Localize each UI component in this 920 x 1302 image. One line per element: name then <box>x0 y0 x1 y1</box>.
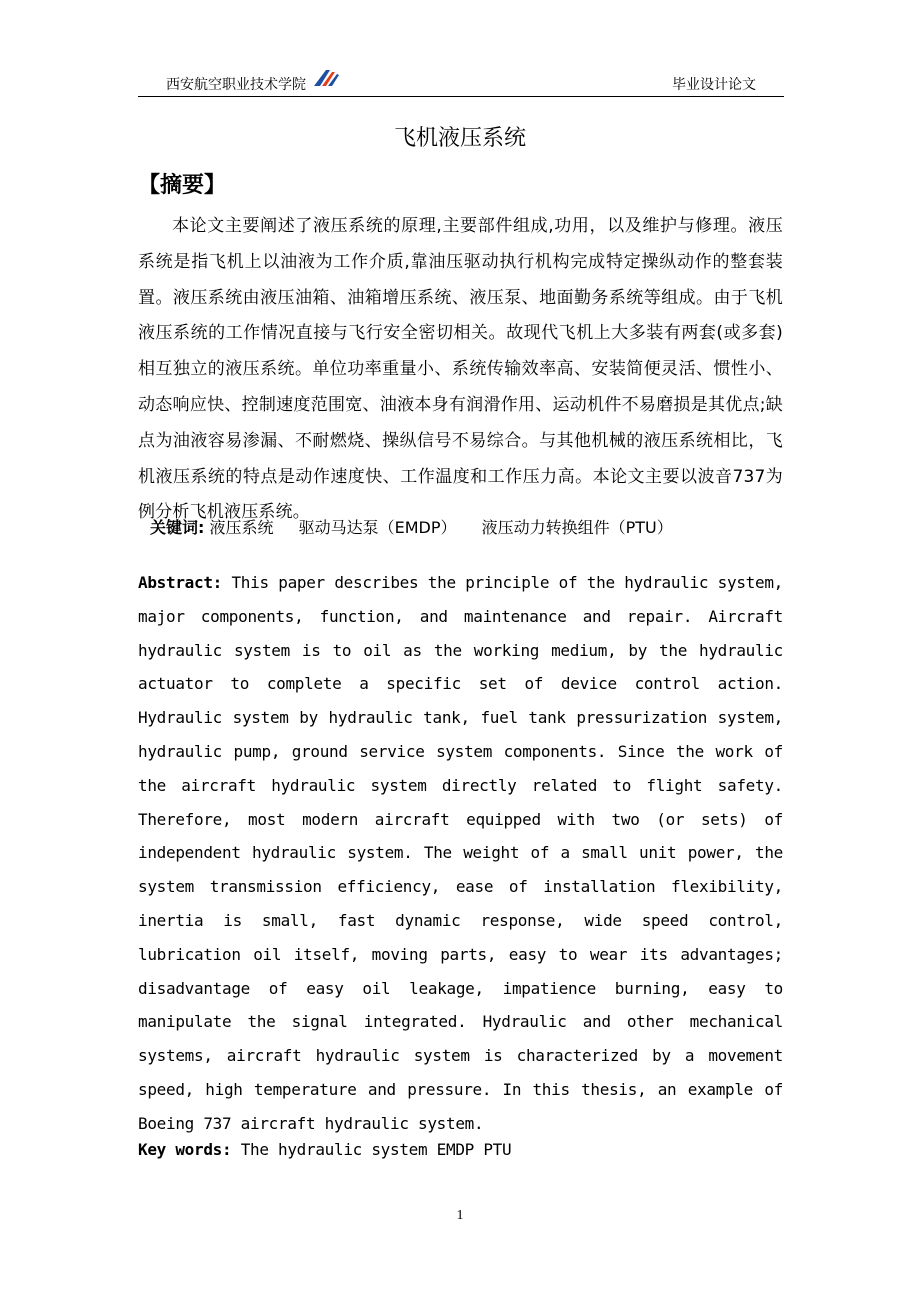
keywords-chinese-label: 关键词: <box>150 518 205 537</box>
page-header <box>138 68 784 97</box>
abstract-chinese-text: 本论文主要阐述了液压系统的原理,主要部件组成,功用，以及维护与修理。液压系统是指飞机上以油液为工作介质,靠油压驱动执行机构完成特定操纵动作的整套装置。液压系统由液压油箱、油箱增压系统、液压泵、地面勤务系统等组成。由于飞机液压系统的工作情况直接与飞行安全密切相关。故现代飞机上大多装有两套(或多套)相互独立的液压系统。单位功率重量小、系统传输效率高、安装简便灵活、惯性小、动态响应快、控制速度范围宽、油液本身有润滑作用、运动机件不易磨损是其优点;缺点为油液容易渗漏、不耐燃烧、操纵信号不易综合。与其他机械的液压系统相比，飞机液压系统的特点是动作速度快、工作温度和工作压力高。本论文主要以波音737为例分析飞机液压系统。 <box>138 216 783 523</box>
abstract-heading: 【摘要】 <box>138 173 227 198</box>
page-title: 飞机液压系统 <box>393 126 526 151</box>
keywords-english-label: Key words: <box>138 1140 232 1159</box>
keyword-item: 液压系统 <box>209 518 274 537</box>
page-number: 1 <box>456 1208 464 1223</box>
abstract-english-label: Abstract: <box>138 573 222 592</box>
abstract-english-text: This paper describes the principle of the hydraulic system, major components, function, and maintenance and repair. Aircraft hydraulic system is to oil as the working medium, by the hydraulic actuator to complete a specific set of device control action. Hydraulic system by hydraulic tank, fuel tank pressurization system, hydraulic pump, ground service system components. Since the work of the aircraft hydraulic system directly related to flight safety. Therefore, most modern aircraft equipped with two (or sets) of independent hydraulic system. The weight of a small unit power, the system transmission efficiency, ease of installation flexibility, inertia is small, fast dynamic response, wide speed control, lubrication oil itself, moving parts, easy to wear its advantages; disadvantage of easy oil leakage, impatience burning, easy to manipulate the signal integrated. Hydraulic and other mechanical systems, aircraft hydraulic system is characterized by a movement speed, high temperature and pressure. In this thesis, an example of Boeing 737 aircraft hydraulic system. <box>138 573 783 1133</box>
school-logo-icon <box>312 66 340 88</box>
keywords-english <box>138 1140 511 1159</box>
keywords-chinese <box>150 515 693 538</box>
abstract-chinese <box>138 209 783 531</box>
logo-wing-blue-1 <box>314 70 330 86</box>
abstract-english <box>138 566 783 1141</box>
document-type: 毕业设计论文 <box>672 77 756 93</box>
keywords-english-text: The hydraulic system EMDP PTU <box>240 1140 512 1159</box>
keyword-item: 驱动马达泵（EMDP） <box>298 518 457 537</box>
school-name: 西安航空职业技术学院 <box>166 77 306 93</box>
keyword-item: 液压动力转换组件（PTU） <box>481 518 673 537</box>
